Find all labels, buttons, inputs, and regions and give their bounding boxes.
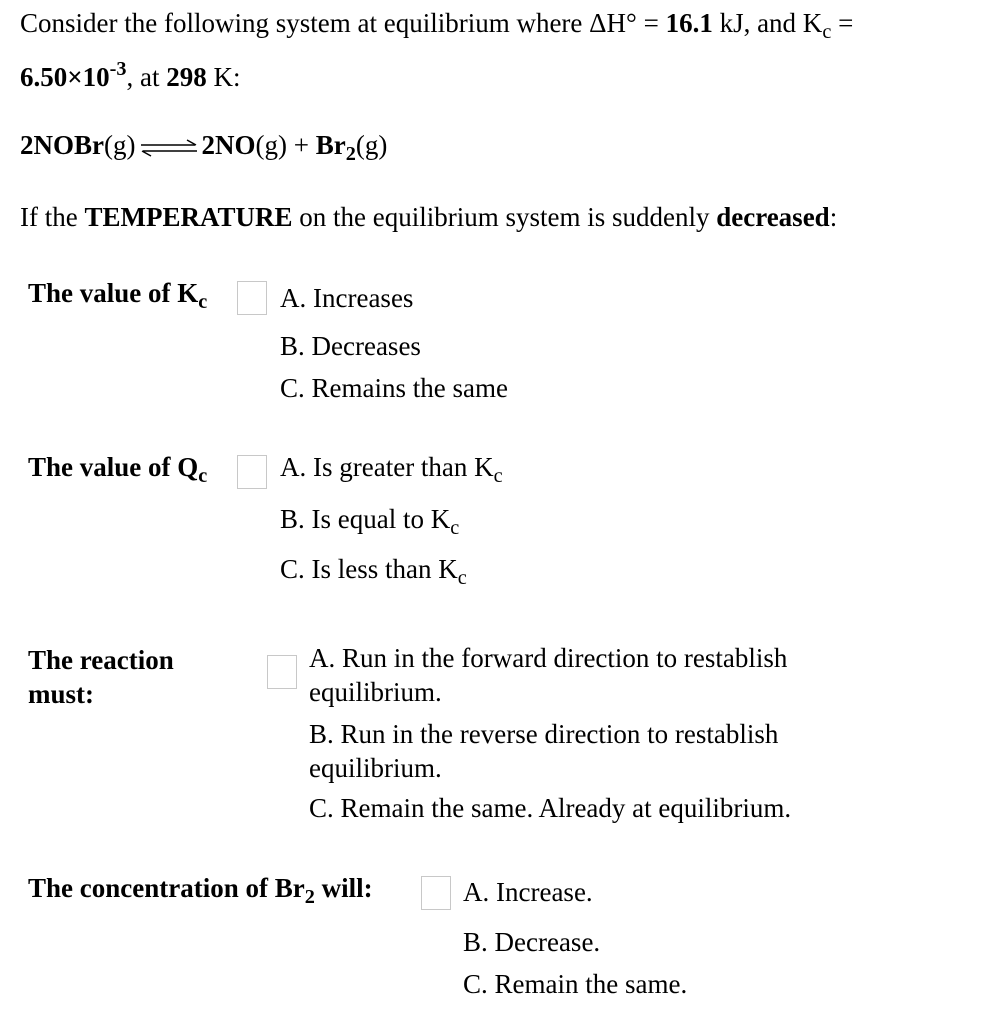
answer-box-kc[interactable] [237, 281, 267, 315]
option-br2-c: C. Remain the same. [463, 969, 688, 999]
equilibrium-arrow-icon [139, 139, 199, 157]
option-reaction-c: C. Remain the same. Already at equilibrium. [309, 793, 792, 823]
option-kc-b: B. Decreases [280, 331, 421, 361]
question-br2-label: The concentration of $Br_2$ will: [28, 873, 373, 909]
condition-statement: If the TEMPERATURE on the equilibrium system is suddenly decreased: [20, 202, 838, 232]
answer-box-reaction[interactable] [267, 655, 297, 689]
question-qc-label: The value of $Q_c$ [28, 452, 208, 488]
option-kc-a: A. Increases [280, 283, 414, 313]
option-qc-a: A. Is greater than $K_c$ [280, 452, 503, 488]
option-br2-a: A. Increase. [463, 877, 593, 907]
option-reaction-b: B. Run in the reverse direction to restablish equilibrium. [309, 719, 779, 783]
problem-statement-line1: Consider the following system at equilibrium where ΔH° = 16.1 kJ, and $K_c$ = [20, 8, 854, 44]
answer-box-qc[interactable] [237, 455, 267, 489]
option-reaction-a: A. Run in the forward direction to restablish equilibrium. [309, 643, 788, 707]
question-kc-label: The value of $K_c$ [28, 278, 208, 314]
option-br2-b: B. Decrease. [463, 927, 601, 957]
option-qc-b: B. Is equal to $K_c$ [280, 504, 460, 540]
reaction-equation: 2NOBr(g) $2NO(g) + Br_2(g)$ [20, 130, 388, 166]
answer-box-br2[interactable] [421, 876, 451, 910]
option-qc-c: C. Is less than $K_c$ [280, 554, 467, 590]
option-kc-c: C. Remains the same [280, 373, 508, 403]
question-reaction-label: The reaction must: [28, 645, 174, 709]
problem-statement-line2: $6.50\times 10^{-3}$, at 298 K: [20, 57, 241, 92]
